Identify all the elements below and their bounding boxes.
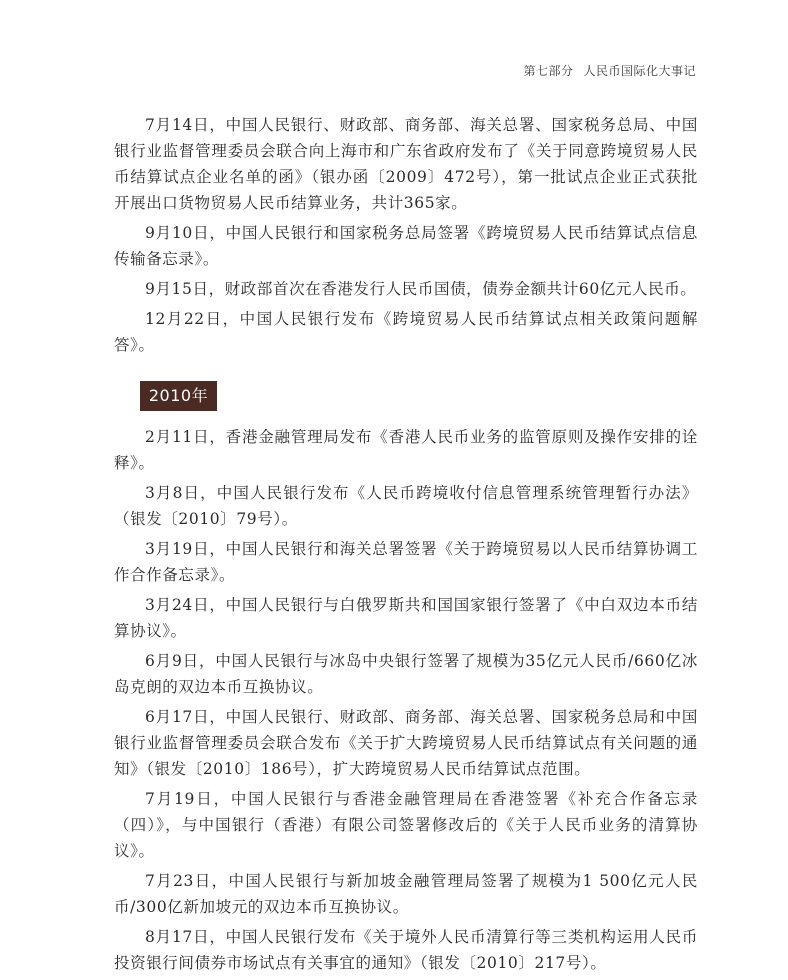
header-part: 第七部分 (523, 64, 574, 78)
entry-paragraph: 12月22日，中国人民银行发布《跨境贸易人民币结算试点相关政策问题解答》。 (114, 310, 698, 354)
entry-paragraph: 3月8日，中国人民银行发布《人民币跨境收付信息管理系统管理暂行办法》（银发〔2010〕79号）。 (114, 484, 698, 528)
running-header (523, 62, 696, 79)
entry-paragraph: 7月19日，中国人民银行与香港金融管理局在香港签署《补充合作备忘录（四）》，与中国银行（香港）有限公司签署修改后的《关于人民币业务的清算协议》。 (114, 790, 698, 860)
entry-paragraph: 7月23日，中国人民银行与新加坡金融管理局签署了规模为1 500亿元人民币/300亿新加坡元的双边本币互换协议。 (114, 872, 698, 916)
year-badge: 2010年 (140, 381, 217, 411)
entry-paragraph: 3月24日，中国人民银行与白俄罗斯共和国国家银行签署了《中白双边本币结算协议》。 (114, 596, 698, 640)
header-title: 人民币国际化大事记 (583, 64, 696, 78)
entry-paragraph: 2月11日，香港金融管理局发布《香港人民币业务的监管原则及操作安排的诠释》。 (114, 428, 698, 472)
entry-paragraph: 9月10日，中国人民银行和国家税务总局签署《跨境贸易人民币结算试点信息传输备忘录》。 (114, 224, 698, 268)
section-2009-entries (114, 112, 698, 362)
entry-paragraph: 3月19日，中国人民银行和海关总署签署《关于跨境贸易以人民币结算协调工作合作备忘录》。 (114, 540, 698, 584)
section-2010-entries (114, 424, 698, 980)
entry-paragraph: 6月9日，中国人民银行与冰岛中央银行签署了规模为35亿元人民币/660亿冰岛克朗的双边本币互换协议。 (114, 652, 698, 696)
entry-paragraph: 7月14日，中国人民银行、财政部、商务部、海关总署、国家税务总局、中国银行业监督管理委员会联合向上海市和广东省政府发布了《关于同意跨境贸易人民币结算试点企业名单的函》（银办函〔2009〕472号），第一批试点企业正式获批开展出口货物贸易人民币结算业务，共计365家。 (114, 116, 698, 212)
entry-paragraph: 6月17日，中国人民银行、财政部、商务部、海关总署、国家税务总局和中国银行业监督管理委员会联合发布《关于扩大跨境贸易人民币结算试点有关问题的通知》（银发〔2010〕186号），扩大跨境贸易人民币结算试点范围。 (114, 708, 698, 778)
entry-paragraph: 9月15日，财政部首次在香港发行人民币国债，债券金额共计60亿元人民币。 (145, 280, 697, 298)
entry-paragraph: 8月17日，中国人民银行发布《关于境外人民币清算行等三类机构运用人民币投资银行间债券市场试点有关事宜的通知》（银发〔2010〕217号）。 (114, 928, 698, 972)
